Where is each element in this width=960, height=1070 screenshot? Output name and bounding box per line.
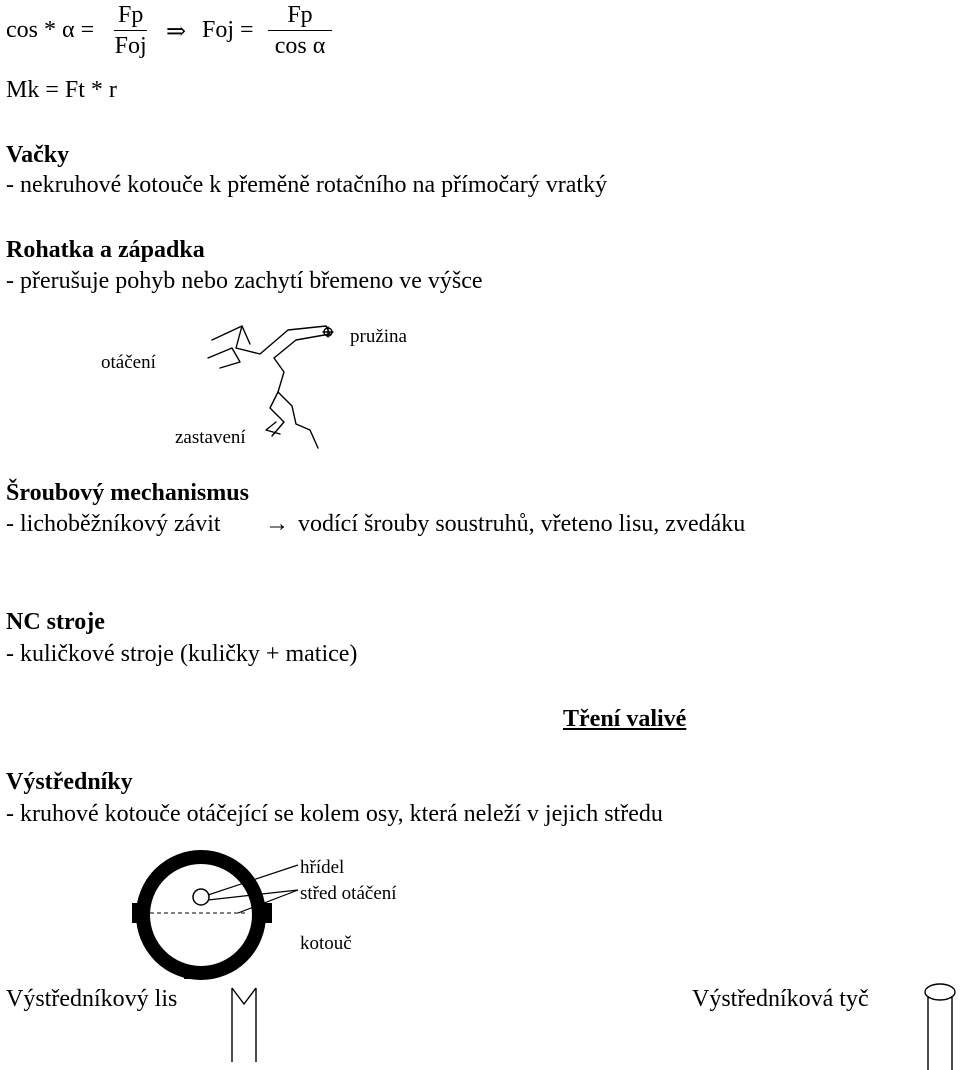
arrow-right-icon: → xyxy=(265,511,289,537)
heading-vacky: Vačky xyxy=(6,142,70,168)
fraction-denominator: cos α xyxy=(274,33,326,59)
desc-sroubovy-right: vodící šrouby soustruhů, vřeteno lisu, zvedáku xyxy=(298,511,746,537)
label-disk: kotouč xyxy=(300,933,352,954)
press-sketch xyxy=(224,982,264,1062)
formula-lhs: cos * α = xyxy=(6,17,95,43)
heading-vystredniky: Výstředníky xyxy=(6,769,133,795)
fraction-numerator: Fp xyxy=(114,0,147,31)
moment-formula: Mk = Ft * r xyxy=(6,77,117,103)
label-spring: pružina xyxy=(350,326,407,347)
desc-sroubovy-left: - lichoběžníkový závit xyxy=(6,511,221,537)
heading-sroubovy: Šroubový mechanismus xyxy=(6,480,249,506)
label-rotation: otáčení xyxy=(101,352,156,373)
desc-rohatka: - přerušuje pohyb nebo zachytí břemeno ve výšce xyxy=(6,268,483,294)
eccentric-disk-diagram xyxy=(120,845,420,985)
label-shaft: hřídel xyxy=(300,857,345,878)
fraction-denominator: Foj xyxy=(114,33,147,59)
heading-nc: NC stroje xyxy=(6,609,105,635)
desc-vystredniky: - kruhové kotouče otáčející se kolem osy, která neleží v jejich středu xyxy=(6,801,663,827)
label-eccentric-rod: Výstředníková tyč xyxy=(692,986,869,1012)
desc-nc: - kuličkové stroje (kuličky + matice) xyxy=(6,641,358,667)
desc-vacky: - nekruhové kotouče k přeměně rotačního na přímočarý vratký xyxy=(6,172,608,198)
ratchet-pawl-sketch xyxy=(200,318,340,458)
label-eccentric-press: Výstředníkový lis xyxy=(6,986,178,1012)
label-stop: zastavení xyxy=(175,427,246,448)
fraction-fp-over-cos xyxy=(268,0,332,61)
rod-sketch xyxy=(920,980,960,1070)
label-center: střed otáčení xyxy=(300,883,397,904)
fraction-fp-over-foj xyxy=(114,0,147,61)
heading-rohatka: Rohatka a západka xyxy=(6,237,205,263)
formula-mid: Foj = xyxy=(202,17,254,43)
heading-treni: Tření valivé xyxy=(563,706,687,732)
implies-symbol: ⇒ xyxy=(166,19,187,45)
fraction-numerator: Fp xyxy=(268,0,332,31)
